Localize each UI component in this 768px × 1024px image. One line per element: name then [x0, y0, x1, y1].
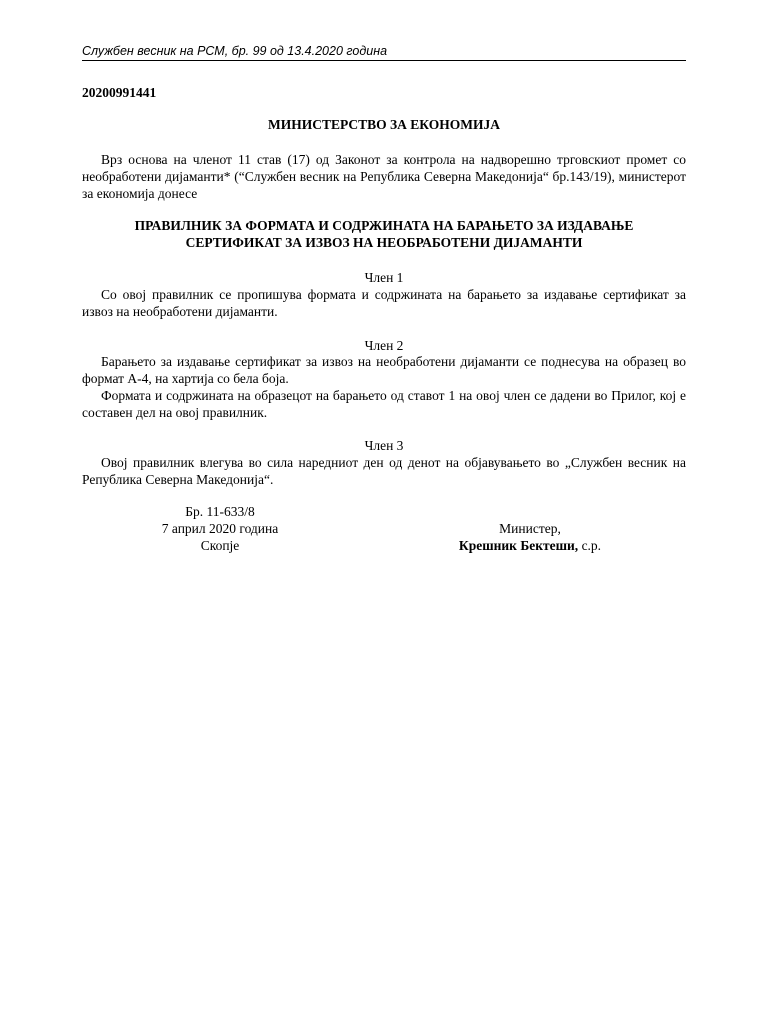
signatory-line — [440, 537, 620, 554]
document-title — [82, 217, 686, 251]
document-id: 20200991441 — [82, 85, 157, 100]
article-2-paragraph-1: Барањето за издавање сертификат за извоз на необработени дијаманти се поднесува на образец во формат А-4, на хартија со бела боја. — [82, 354, 686, 386]
article-1-heading: Член 1 — [364, 270, 404, 285]
signature-left-block — [140, 503, 300, 554]
gazette-header: Службен весник на РСМ, бр. 99 од 13.4.2020 година — [82, 42, 686, 61]
document-title-line-2: СЕРТИФИКАТ ЗА ИЗВОЗ НА НЕОБРАБОТЕНИ ДИЈАМАНТИ — [185, 235, 583, 250]
signatory-role: Министер, — [499, 521, 561, 536]
ministry-heading: МИНИСТЕРСТВО ЗА ЕКОНОМИЈА — [268, 117, 500, 132]
signatory-name: Крешник Бектеши, — [458, 538, 579, 553]
document-title-line-1: ПРАВИЛНИК ЗА ФОРМАТА И СОДРЖИНАТА НА БАРАЊЕТО ЗА ИЗДАВАЊЕ — [134, 218, 634, 233]
article-3-paragraph-1: Овој правилник влегува во сила наредниот ден од денот на објавувањето во „Службен весник на Република Северна Македонија“. — [82, 455, 686, 487]
intro-paragraph: Врз основа на членот 11 став (17) од Законот за контрола на надворешно трговскиот промет со необработени дијаманти* (“Службен весник на Република Северна Македонија“ бр.143/19), министерот за економија донесе — [82, 152, 686, 201]
signature-place: Скопје — [200, 538, 240, 553]
signature-date: 7 април 2020 година — [161, 521, 279, 536]
article-2-heading: Член 2 — [364, 338, 404, 353]
article-2-paragraph-2: Формата и содржината на образецот на барањето од ставот 1 на овој член се дадени во Прилог, кој е составен дел на овој правилник. — [82, 388, 686, 420]
signatory-suffix: с.р. — [578, 538, 602, 553]
signature-right-block — [440, 520, 620, 554]
article-1-paragraph-1: Со овој правилник се пропишува формата и содржината на барањето за издавање сертификат за извоз на необработени дијаманти. — [82, 287, 686, 319]
article-3-heading: Член 3 — [364, 438, 404, 453]
reference-number: Бр. 11-633/8 — [185, 504, 255, 519]
